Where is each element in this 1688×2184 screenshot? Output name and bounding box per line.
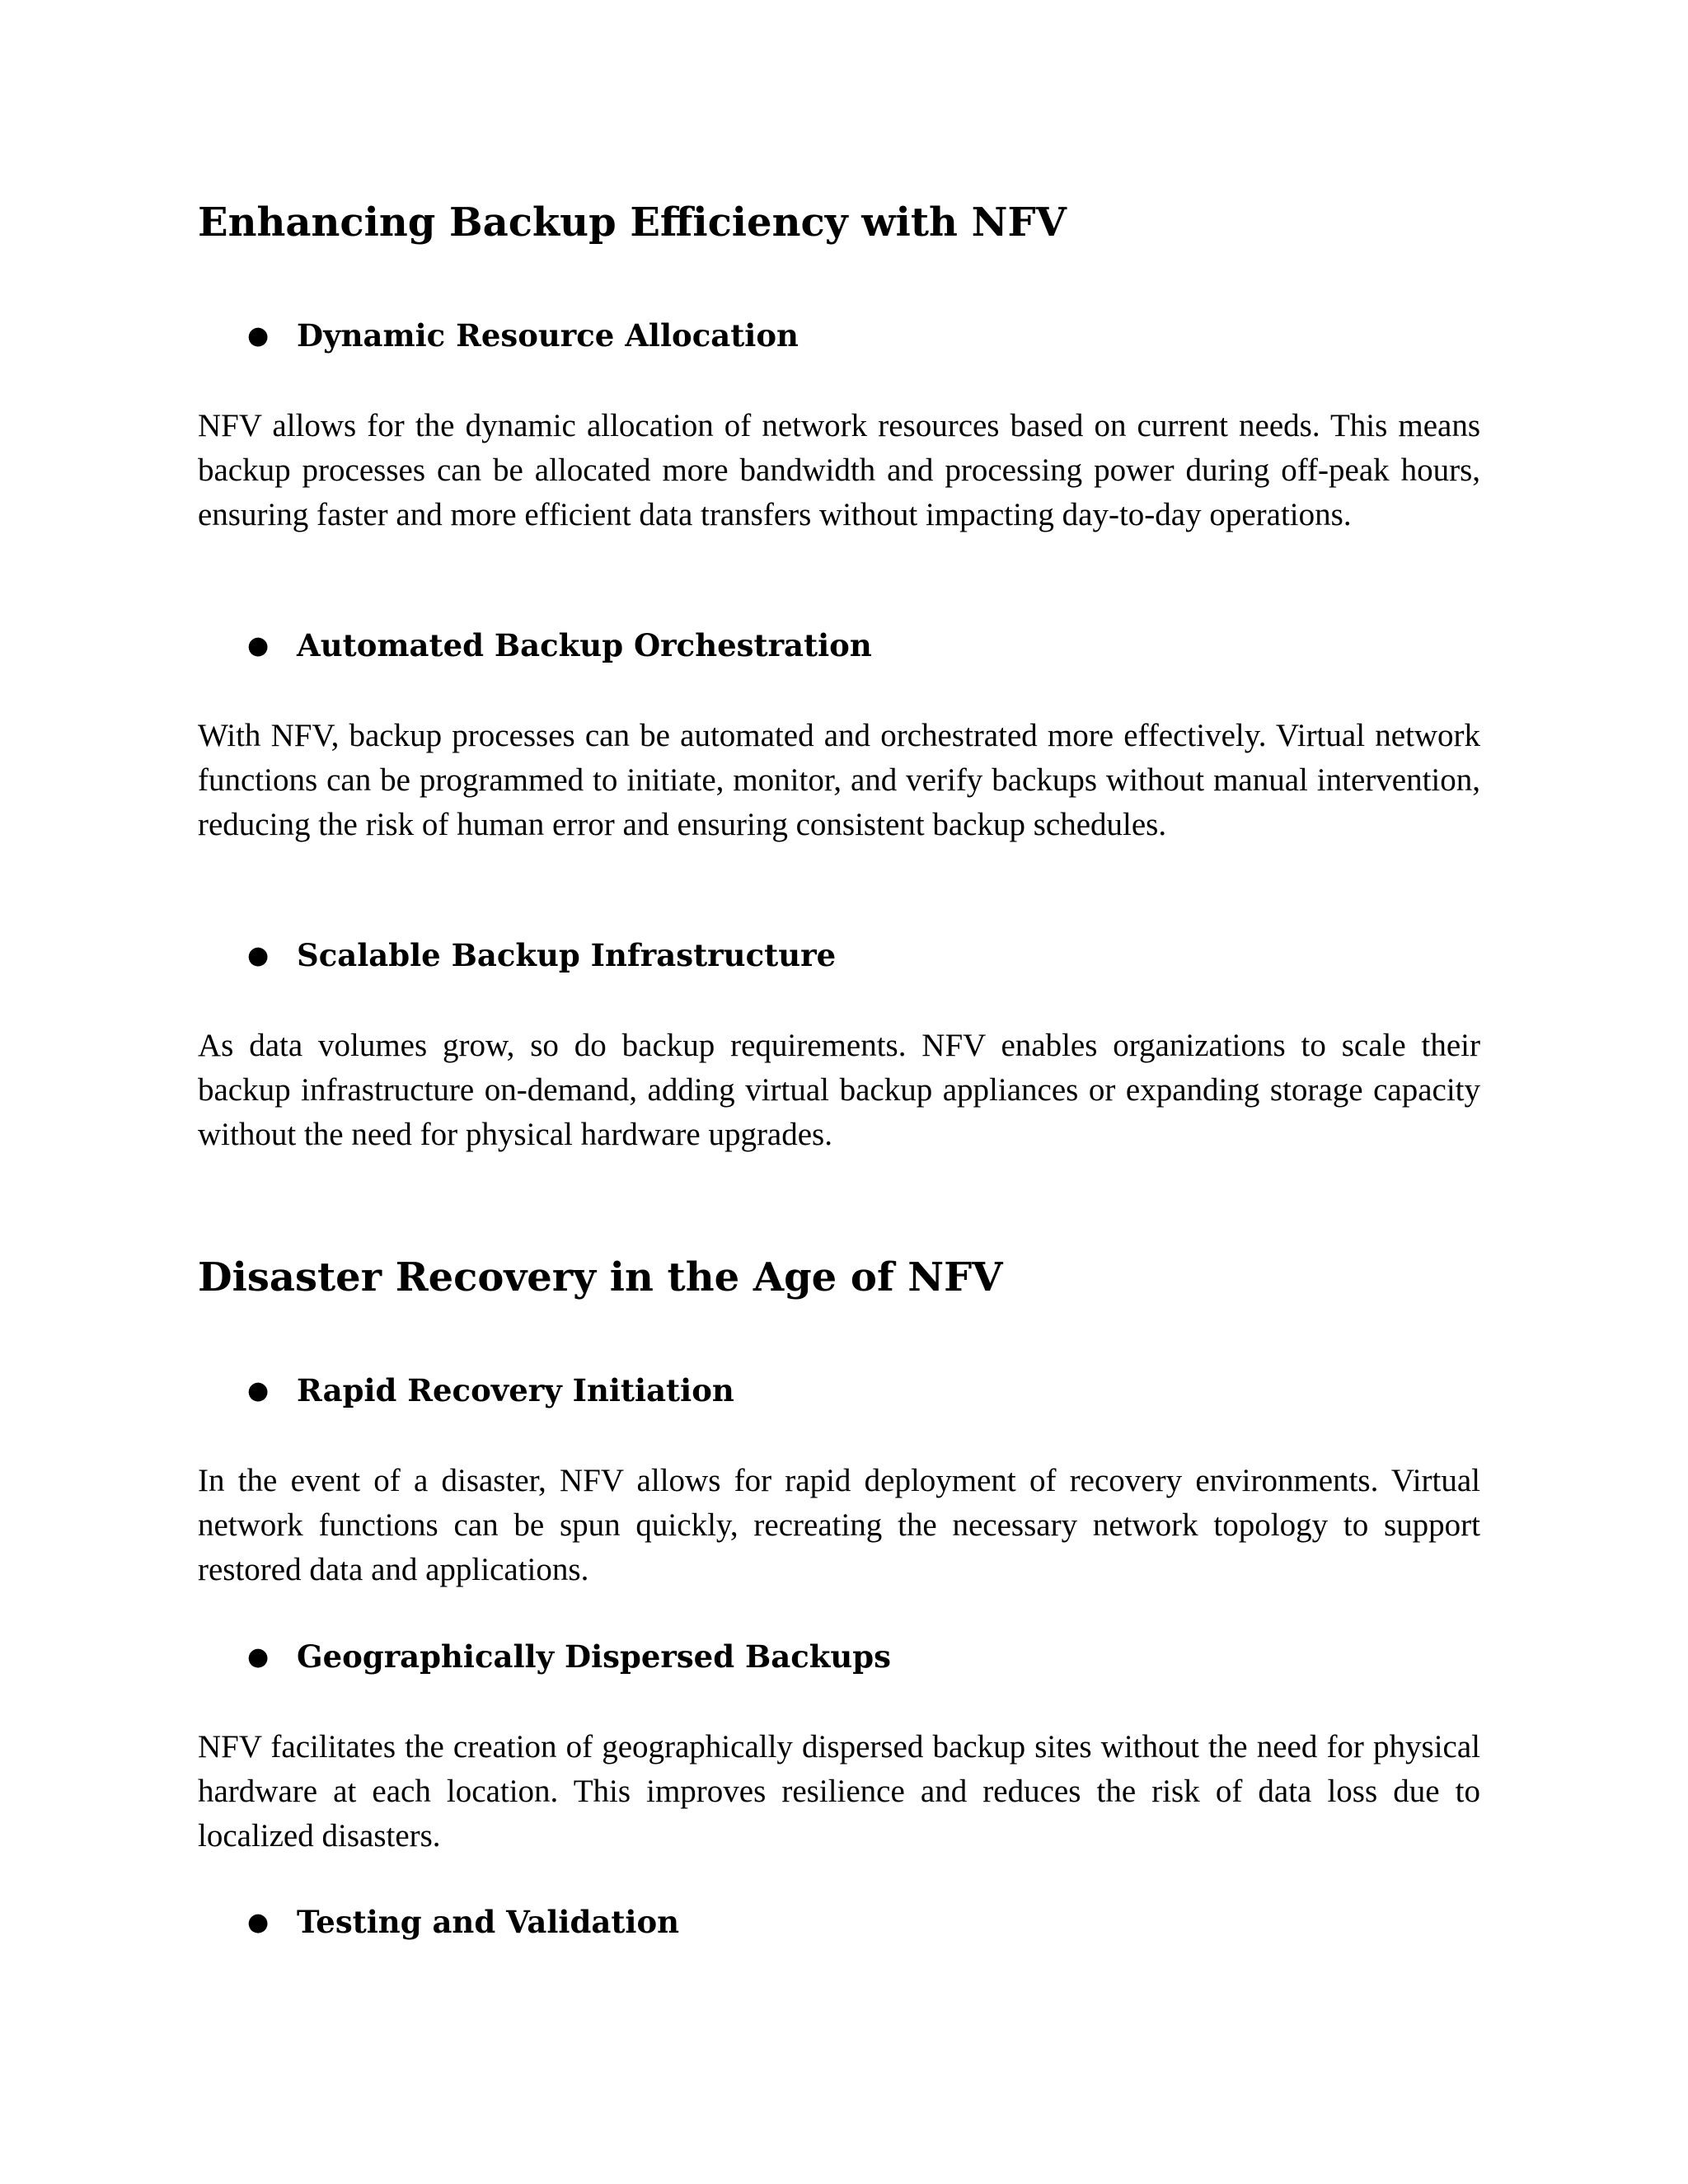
paragraph-geographically-dispersed-backups: NFV facilitates the creation of geographically dispersed backup sites without the need for physical hardware at each location. This improves resilience and reduces the risk of data loss due to localized disasters. (198, 1729, 1480, 1854)
bullet-item-testing-and-validation (247, 1901, 679, 1943)
bullet-icon: ● (247, 631, 270, 660)
bullet-title: Dynamic Resource Allocation (297, 317, 799, 354)
bullet-title: Testing and Validation (297, 1904, 680, 1940)
bullet-item-geographically-dispersed-backups (247, 1636, 891, 1678)
paragraph-scalable-backup-infrastructure: As data volumes grow, so do backup requirements. NFV enables organizations to scale their backup infrastructure on-demand, adding virtual backup appliances or expanding storage capacity without the need for physical hardware upgrades. (198, 1028, 1480, 1152)
bullet-title: Geographically Dispersed Backups (297, 1638, 891, 1675)
bullet-title: Rapid Recovery Initiation (297, 1372, 734, 1408)
bullet-item-dynamic-resource-allocation (247, 315, 799, 357)
section-heading-backup-efficiency: Enhancing Backup Efficiency with NFV (198, 199, 1067, 246)
bullet-icon: ● (247, 1908, 270, 1937)
paragraph-rapid-recovery-initiation: In the event of a disaster, NFV allows for rapid deployment of recovery environments. Virtual network functions can be spun quickly, recreating the necessary network topology to support restored data and applications. (198, 1463, 1480, 1587)
paragraph-automated-backup-orchestration: With NFV, backup processes can be automated and orchestrated more effectively. Virtual network functions can be programmed to initiate, monitor, and verify backups without manual intervention, reducing the risk of human error and ensuring consistent backup schedules. (198, 718, 1480, 842)
bullet-icon: ● (247, 1376, 270, 1405)
bullet-icon: ● (247, 321, 270, 350)
bullet-item-scalable-backup-infrastructure (247, 935, 836, 977)
bullet-icon: ● (247, 1643, 270, 1671)
bullet-item-rapid-recovery-initiation (247, 1370, 734, 1412)
bullet-title: Automated Backup Orchestration (297, 627, 872, 663)
bullet-title: Scalable Backup Infrastructure (297, 937, 837, 973)
paragraph-dynamic-resource-allocation: NFV allows for the dynamic allocation of network resources based on current needs. This means backup processes can be allocated more bandwidth and processing power during off-peak hours, ensuring faster and more efficient data transfers without impacting day-to-day operations. (198, 408, 1480, 532)
bullet-icon: ● (247, 941, 270, 970)
bullet-item-automated-backup-orchestration (247, 625, 872, 667)
section-heading-disaster-recovery: Disaster Recovery in the Age of NFV (198, 1254, 1003, 1301)
